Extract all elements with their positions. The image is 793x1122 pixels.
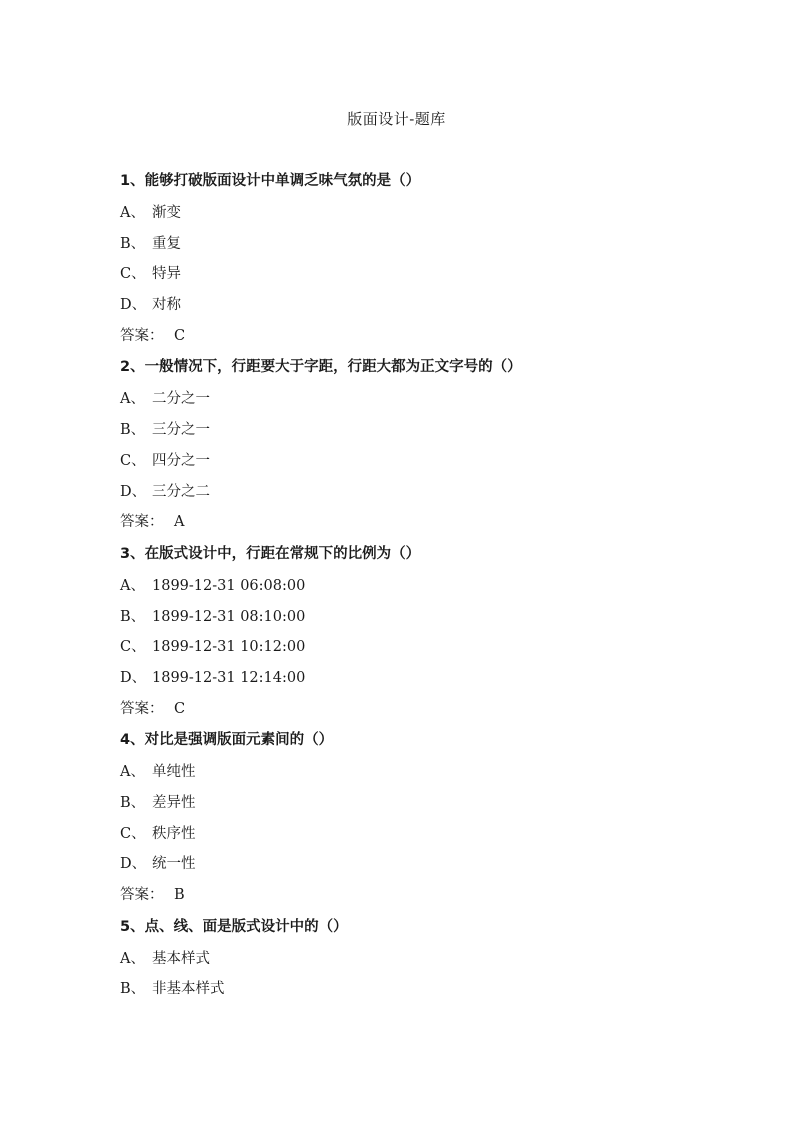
answer-value: C xyxy=(174,700,186,717)
document-title: 版面设计-题库 xyxy=(347,110,446,128)
question-title: 4、对比是强调版面元素间的（） xyxy=(120,732,334,749)
option-letter: C、 xyxy=(120,639,146,656)
option-text: 单纯性 xyxy=(152,764,196,781)
option-b xyxy=(120,415,720,446)
option-text: 1899-12-31 12:14:00 xyxy=(152,669,306,686)
option-b xyxy=(120,229,720,260)
option-letter: C、 xyxy=(120,452,146,469)
option-text: 重复 xyxy=(152,235,181,252)
option-text: 1899-12-31 06:08:00 xyxy=(152,577,306,594)
option-text: 三分之一 xyxy=(152,422,210,439)
option-letter: A、 xyxy=(120,205,145,221)
option-text: 三分之二 xyxy=(152,483,210,500)
option-text: 1899-12-31 08:10:00 xyxy=(152,608,306,625)
option-letter: B、 xyxy=(120,235,146,252)
option-d xyxy=(120,849,720,880)
option-letter: C、 xyxy=(120,825,146,842)
option-letter: B、 xyxy=(120,422,146,439)
question-title: 3、在版式设计中，行距在常规下的比例为（） xyxy=(120,545,421,562)
question-3 xyxy=(120,541,720,724)
question-1 xyxy=(120,168,720,351)
option-a xyxy=(120,944,720,975)
answer-line xyxy=(120,880,720,911)
option-letter: A、 xyxy=(120,950,145,967)
question-title: 5、点、线、面是版式设计中的（） xyxy=(120,918,348,935)
option-text: 秩序性 xyxy=(152,825,196,842)
option-b xyxy=(120,602,720,633)
option-text: 基本样式 xyxy=(152,950,210,967)
option-c xyxy=(120,632,720,663)
option-letter: B、 xyxy=(120,608,146,625)
option-b xyxy=(120,974,720,1005)
option-text: 渐变 xyxy=(152,205,181,221)
answer-label: 答案： xyxy=(120,887,164,904)
question-list xyxy=(120,168,720,1008)
answer-value: A xyxy=(174,514,185,531)
option-text: 统一性 xyxy=(152,856,196,873)
option-a xyxy=(120,757,720,788)
answer-label: 答案： xyxy=(120,700,164,717)
question-5 xyxy=(120,914,720,1005)
option-letter: D、 xyxy=(120,297,147,314)
option-text: 差异性 xyxy=(152,795,196,811)
answer-label: 答案： xyxy=(120,327,164,344)
option-c xyxy=(120,446,720,477)
option-c xyxy=(120,259,720,290)
option-letter: A、 xyxy=(120,764,145,781)
option-text: 四分之一 xyxy=(152,452,210,469)
option-letter: A、 xyxy=(120,391,145,408)
option-letter: A、 xyxy=(120,577,145,594)
question-2 xyxy=(120,354,720,537)
option-letter: D、 xyxy=(120,483,147,500)
option-letter: C、 xyxy=(120,266,146,283)
option-b xyxy=(120,788,720,819)
question-4 xyxy=(120,727,720,910)
answer-line xyxy=(120,507,720,538)
option-d xyxy=(120,663,720,694)
option-letter: B、 xyxy=(120,795,146,811)
option-text: 对称 xyxy=(152,297,181,314)
answer-line xyxy=(120,321,720,352)
option-a xyxy=(120,384,720,415)
answer-line xyxy=(120,694,720,725)
question-title: 1、能够打破版面设计中单调乏味气氛的是（） xyxy=(120,173,421,189)
option-a xyxy=(120,198,720,229)
answer-value: C xyxy=(174,327,186,344)
option-text: 特异 xyxy=(152,266,181,283)
option-text: 非基本样式 xyxy=(152,981,225,998)
option-a xyxy=(120,571,720,602)
answer-value: B xyxy=(174,887,185,904)
option-text: 1899-12-31 10:12:00 xyxy=(152,639,306,656)
answer-label: 答案： xyxy=(120,514,164,531)
option-c xyxy=(120,819,720,850)
question-title: 2、一般情况下，行距要大于字距，行距大都为正文字号的（） xyxy=(120,359,522,376)
option-letter: D、 xyxy=(120,856,147,873)
option-d xyxy=(120,477,720,508)
option-text: 二分之一 xyxy=(152,391,210,408)
option-d xyxy=(120,290,720,321)
option-letter: D、 xyxy=(120,669,147,686)
option-letter: B、 xyxy=(120,981,146,998)
